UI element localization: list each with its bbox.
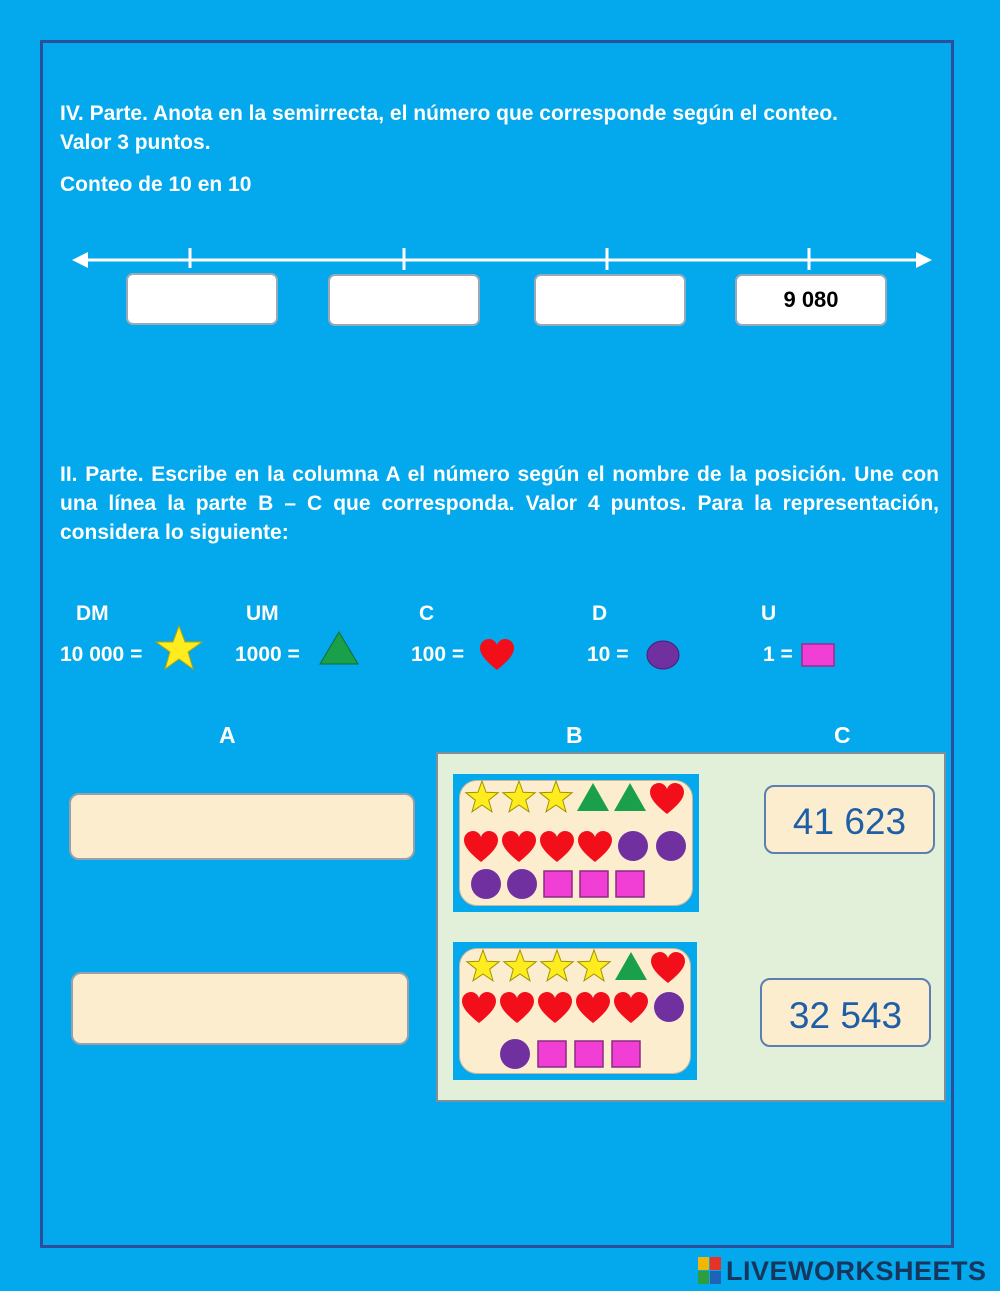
section4-title-line2: Valor 3 puntos. bbox=[60, 131, 211, 154]
column-a-input-1[interactable] bbox=[71, 795, 417, 860]
circle-icon bbox=[646, 640, 680, 670]
star-icon bbox=[540, 781, 572, 812]
circle-icon bbox=[656, 831, 686, 861]
circle-icon bbox=[507, 869, 537, 899]
heart-icon bbox=[464, 831, 498, 862]
heart-icon bbox=[614, 992, 648, 1023]
representation-card-2[interactable] bbox=[453, 942, 697, 1080]
column-c-value-2[interactable]: 32 543 bbox=[760, 978, 931, 1047]
square-icon bbox=[544, 871, 572, 897]
representation-1-shapes bbox=[453, 774, 699, 912]
square-icon bbox=[575, 1041, 603, 1067]
counting-label: Conteo de 10 en 10 bbox=[60, 173, 252, 196]
column-a-header: A bbox=[219, 722, 236, 748]
legend-eq-dm: 10 000 = bbox=[60, 643, 143, 666]
legend-head-um: UM bbox=[246, 602, 279, 625]
circle-icon bbox=[471, 869, 501, 899]
star-icon bbox=[503, 781, 535, 812]
star-icon bbox=[466, 781, 498, 812]
square-icon bbox=[612, 1041, 640, 1067]
legend-head-u: U bbox=[761, 602, 777, 625]
circle-icon bbox=[618, 831, 648, 861]
heart-icon bbox=[462, 992, 496, 1023]
square-icon bbox=[580, 871, 608, 897]
star-icon bbox=[578, 950, 610, 981]
number-line-input-1[interactable] bbox=[128, 275, 280, 325]
heart-icon bbox=[540, 831, 574, 862]
legend-eq-c: 100 = bbox=[411, 643, 465, 666]
square-icon bbox=[801, 643, 835, 667]
heart-icon bbox=[502, 831, 536, 862]
star-icon bbox=[541, 950, 573, 981]
number-line-answer-2[interactable] bbox=[328, 274, 480, 326]
legend-head-dm: DM bbox=[76, 602, 109, 625]
column-a-answer-1[interactable] bbox=[69, 793, 415, 860]
circle-icon bbox=[654, 992, 684, 1022]
number-line-given-value: 9 080 bbox=[735, 274, 887, 326]
legend-eq-um: 1000 = bbox=[235, 643, 300, 666]
column-c-header: C bbox=[834, 722, 851, 748]
legend-head-c: C bbox=[419, 602, 435, 625]
column-c-value-1[interactable]: 41 623 bbox=[764, 785, 935, 854]
triangle-icon bbox=[318, 630, 360, 666]
heart-icon bbox=[578, 831, 612, 862]
star-icon bbox=[504, 950, 536, 981]
legend-eq-u: 1 = bbox=[763, 643, 793, 666]
square-icon bbox=[616, 871, 644, 897]
legend-head-d: D bbox=[592, 602, 608, 625]
circle-icon bbox=[500, 1039, 530, 1069]
heart-icon bbox=[650, 783, 684, 814]
section2-instructions: II. Parte. Escribe en la columna A el número según el nombre de la posición. Une con una línea la parte B – C que corresponda. Valor 4 puntos. Para la representación, considera lo siguiente: bbox=[60, 463, 939, 544]
brand-name: LIVEWORKSHEETS bbox=[726, 1255, 987, 1286]
representation-2-shapes bbox=[453, 942, 697, 1080]
number-line-input-2[interactable] bbox=[330, 276, 482, 326]
star-icon bbox=[467, 950, 499, 981]
heart-icon bbox=[538, 992, 572, 1023]
heart-icon bbox=[500, 992, 534, 1023]
liveworksheets-logo bbox=[698, 1256, 987, 1286]
heart-icon bbox=[479, 638, 515, 672]
heart-icon bbox=[576, 992, 610, 1023]
legend-eq-d: 10 = bbox=[587, 643, 629, 666]
number-line-answer-1[interactable] bbox=[126, 273, 278, 325]
column-b-header: B bbox=[566, 722, 583, 748]
column-a-input-2[interactable] bbox=[73, 974, 411, 1045]
square-icon bbox=[538, 1041, 566, 1067]
column-a-answer-2[interactable] bbox=[71, 972, 409, 1045]
triangle-icon bbox=[614, 783, 646, 811]
representation-card-1[interactable] bbox=[453, 774, 699, 912]
heart-icon bbox=[651, 952, 685, 983]
star-icon bbox=[155, 624, 203, 672]
section4-title-line1: IV. Parte. Anota en la semirrecta, el número que corresponde según el conteo. bbox=[60, 102, 839, 125]
triangle-icon bbox=[615, 952, 647, 980]
number-line-answer-3[interactable] bbox=[534, 274, 686, 326]
live-logo-icon bbox=[698, 1257, 722, 1285]
section4-title bbox=[60, 99, 940, 157]
number-line-input-3[interactable] bbox=[536, 276, 688, 326]
triangle-icon bbox=[577, 783, 609, 811]
